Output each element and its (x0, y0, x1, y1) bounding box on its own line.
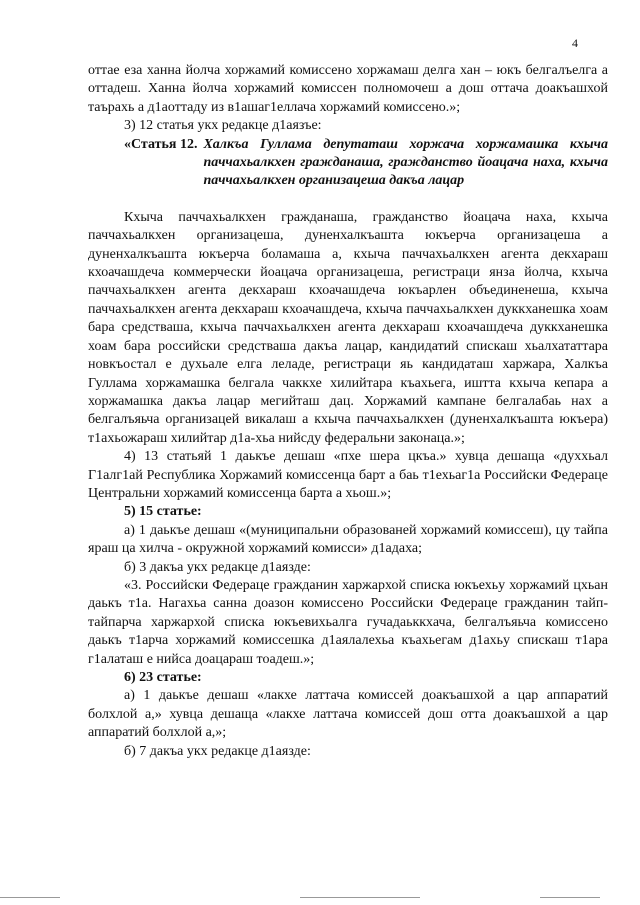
item-3-heading: 3) 12 статья укх редакце д1аязъе: (124, 118, 322, 134)
article-heading (88, 136, 608, 191)
article-label: «Статья 12. (124, 136, 198, 152)
scan-edge-mark (0, 897, 60, 898)
item-5-b: б) 3 дакъа укх редакце д1аязде: (124, 559, 311, 575)
item-5-quote: «3. Российски Федераце гражданин харжархой списка юкъехьу хоржамий цхьан даькъ т1а. Нагахьа санна доазон комиссено Российски Федераце гражданин тайп-тайпарча харжархой списка юкъевихьалга гучадаьккхача, белгалъяьча комиссено даькъ т1арча хоржамий комиссешка д1аялалехьа къахьегам д1ахьу спискаш т1ара г1алаташ е нийса доацараш тоадеш.»; (88, 577, 608, 667)
article-title: Халкъа Гуллама депутаташ хоржача хоржамашка кхыча паччахьалкхен гражданаша, гражданство йоацача наха, кхыча паччахьалкхен организацеша дакъа лацар (203, 136, 608, 189)
spacer (88, 191, 608, 209)
paragraph-continuation: оттае еза ханна йолча хоржамий комиссено хоржамаш делга хан – юкъ белгалъелга а оттадеш. Ханна йолча хоржамий комиссен полномочеш а дош оттача доакъашхой таърахь а д1аоттаду из в1ашаг1еллача хоржамий комиссено.»; (88, 63, 608, 115)
item-5-heading: 5) 15 статье: (124, 504, 202, 520)
item-6-a: а) 1 даькъе дешаш «лакхе латтача комиссей доакъашхой а цар аппаратий болхлой а,» хувца дешаща «лакхе латтача комиссей дош отта доакъашхой а цар аппаратий болхлой а,»; (88, 688, 608, 741)
page-number: 4 (572, 36, 578, 50)
item-4-text: 4) 13 статьяй 1 даькъе дешаш «пхе шера цкъа.» хувца дешаща «духхьал Г1алг1ай Республика Хоржамий комиссенца барт а баь т1ехьаг1а Российски Федераце Центральни хоржамий комиссенца барта а хьош.»; (88, 449, 608, 501)
item-6-b: б) 7 дакъа укх редакце д1аязде: (124, 743, 311, 759)
item-6-heading: 6) 23 статье: (124, 670, 202, 685)
item-5-a: а) 1 даькъе дешаш «(муниципальни образованей хоржамий комиссеш), цу тайпа яраш ца хилча - окружной хоржамий комисси» д1адаха; (88, 522, 608, 557)
scan-edge-mark (540, 897, 600, 898)
scan-edge-mark (300, 897, 420, 898)
article-12-text: Кхыча паччахьалкхен гражданаша, гражданство йоацача наха, кхыча паччахьалкхен организацеша, дуненхалкъашта юкъерча организацеша а дуненхалкъашта юкъерча боламаша а, кхыча паччахьалкхен агента декхараш кхоачашдеча коммерчески йоацача организацеша, регистраци янза йолча, кхыча паччахьалкхен агента декхараш кхоачашдеча юкъарлен объединенеша, кхыча паччахьалкхен агента декхараш кхоачашдеча, кхыча паччахьалкхен дуккханешка хоам бара средстваша, кхыча паччахьалкхен агента декхараш кхоачашдеча дуккханешка хоам бара российски средстваша дакъа лацар, кандидатий спискаш хьалхататтара новкъостал е духьале елга леладе, регистраци яь кандидаташ харжара, Халкъа Гуллама хоржамашка белгала чаккхе хилийтара къахьега, иштта кхыча кепара а хоржамашка дакъа лацар мегийташ дац. Хоржамий кампане белгалабаь нах а белгалъяьча организацей викалаш а кхыча паччахьалкхен (дуненхалкъашта юкъера) т1ахьожараш хилийтар д1а-хьа нийсду федеральни законаца.»; (88, 209, 608, 446)
document-body (88, 62, 608, 761)
